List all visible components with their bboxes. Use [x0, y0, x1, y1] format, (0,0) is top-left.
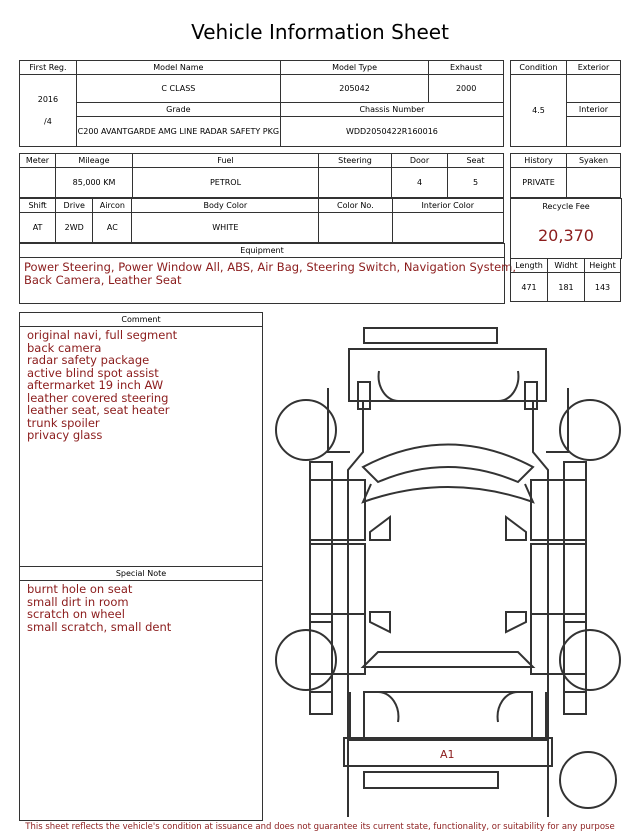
comment-box: [19, 312, 263, 567]
equipment-line-2: Back Camera, Leather Seat: [24, 272, 182, 287]
body-color-value: WHITE: [132, 213, 319, 243]
left-rear-corner-part: [350, 692, 364, 740]
history-label: History: [511, 154, 567, 168]
first-reg-month: /4: [44, 116, 52, 126]
shift-label: Shift: [20, 199, 56, 213]
exhaust-label: Exhaust: [429, 61, 504, 75]
special-note-item: burnt hole on seat: [27, 582, 133, 596]
comment-item: back camera: [27, 340, 102, 355]
right-rear-window-part: [506, 612, 526, 632]
model-name-label: Model Name: [76, 61, 280, 75]
recycle-fee-label: Recycle Fee: [542, 202, 590, 211]
footer-disclaimer: This sheet reflects the vehicle's condition at issuance and does not guarantee its current state, functionality, or suitability for any purpose: [25, 822, 615, 832]
syaken-label: Syaken: [567, 154, 621, 168]
meter-value: [20, 168, 56, 198]
chassis-number-label: Chassis Number: [280, 103, 503, 117]
left-front-door-part: [310, 480, 365, 540]
dimensions-table: [510, 258, 621, 302]
roof-front-part: [363, 484, 533, 502]
trunk-part: [364, 692, 532, 740]
equipment-box: [19, 243, 517, 304]
color-no-value: [319, 213, 392, 243]
rear-skirt-part: [364, 772, 498, 788]
left-front-arch: [328, 388, 350, 452]
spare-tire: [560, 752, 616, 808]
left-rear-wheel: [276, 630, 336, 690]
door-label: Door: [392, 154, 448, 168]
front-bumper-part: [364, 328, 497, 343]
interior-value: [567, 117, 621, 147]
length-label: Length: [511, 259, 548, 273]
model-name-value: C CLASS: [76, 75, 280, 103]
comment-item: leather seat, seat heater: [27, 403, 170, 417]
grade-value: C200 AVANTGARDE AMG LINE RADAR SAFETY PKG: [76, 117, 280, 147]
condition-label: Condition: [511, 61, 567, 75]
color-no-label: Color No.: [319, 199, 392, 213]
exhaust-value: 2000: [429, 75, 504, 103]
special-note-box: [19, 566, 263, 821]
left-headlight-part: [379, 371, 399, 401]
mileage-label: Mileage: [56, 154, 133, 168]
interior-color-label: Interior Color: [392, 199, 504, 213]
syaken-value: [567, 168, 621, 198]
special-note-label: Special Note: [20, 567, 262, 581]
exterior-value: [567, 75, 621, 103]
condition-table: [510, 60, 621, 147]
model-type-label: Model Type: [280, 61, 428, 75]
exterior-label: Exterior: [567, 61, 621, 75]
interior-color-value: [392, 213, 504, 243]
grade-label: Grade: [76, 103, 280, 117]
right-mirror-part: [525, 382, 537, 409]
meter-label: Meter: [20, 154, 56, 168]
left-center-panel-part: [310, 544, 365, 614]
comment-item: privacy glass: [27, 428, 103, 442]
page-title: Vehicle Information Sheet: [191, 20, 449, 44]
right-rear-panel-part: [564, 622, 586, 692]
left-taillight-part: [378, 692, 398, 722]
comment-item: aftermarket 19 inch AW: [27, 378, 164, 392]
drive-value: 2WD: [56, 213, 93, 243]
mileage-value: 85,000 KM: [56, 168, 133, 198]
door-value: 4: [392, 168, 448, 198]
right-headlight-part: [498, 371, 518, 401]
aircon-value: AC: [93, 213, 132, 243]
steering-label: Steering: [319, 154, 392, 168]
comment-item: trunk spoiler: [27, 415, 100, 430]
fuel-label: Fuel: [133, 154, 319, 168]
shift-value: AT: [20, 213, 56, 243]
left-front-window-part: [370, 517, 390, 540]
right-body-line: [533, 401, 548, 817]
right-rear-quarter-part: [564, 692, 586, 714]
comment-item: leather covered steering: [27, 390, 169, 405]
damage-mark-a1: A1: [440, 748, 455, 761]
recycle-fee-box: [510, 198, 622, 259]
comment-item: original navi, full segment: [27, 328, 178, 342]
left-front-fender-part: [310, 462, 332, 622]
right-front-fender-part: [564, 462, 586, 622]
history-value: PRIVATE: [511, 168, 567, 198]
right-front-door-part: [531, 480, 586, 540]
windshield-part: [363, 445, 533, 483]
comment-label: Comment: [20, 313, 262, 327]
height-label: Height: [585, 259, 621, 273]
right-center-panel-part: [531, 544, 586, 614]
info-table-top: [19, 60, 504, 147]
equipment-label: Equipment: [20, 244, 504, 258]
right-rear-wheel: [560, 630, 620, 690]
comment-item: active blind spot assist: [27, 365, 159, 380]
chassis-number-value: WDD2050422R160016: [280, 117, 503, 147]
right-front-arch: [546, 388, 568, 452]
equipment-value: [20, 258, 517, 287]
left-body-line: [348, 401, 363, 817]
left-rear-window-part: [370, 612, 390, 632]
left-rear-quarter-part: [310, 692, 332, 714]
rear-window-part: [363, 652, 533, 667]
first-reg-year: 2016: [37, 94, 59, 104]
right-front-window-part: [506, 517, 526, 540]
seat-value: 5: [448, 168, 504, 198]
first-reg-label: First Reg.: [20, 61, 77, 75]
special-note-item: scratch on wheel: [27, 607, 125, 621]
steering-value: [319, 168, 392, 198]
special-note-item: small dirt in room: [27, 594, 129, 609]
height-value: 143: [585, 273, 621, 302]
model-type-value: 205042: [280, 75, 428, 103]
width-value: 181: [548, 273, 585, 302]
body-color-label: Body Color: [132, 199, 319, 213]
right-taillight-part: [498, 692, 518, 722]
recycle-fee-value: 20,370: [538, 226, 594, 245]
seat-label: Seat: [448, 154, 504, 168]
left-rear-panel-part: [310, 622, 332, 692]
fuel-value: PETROL: [133, 168, 319, 198]
aircon-label: Aircon: [93, 199, 132, 213]
info-table-middle: [19, 153, 504, 198]
comment-list: [20, 327, 262, 442]
interior-label: Interior: [567, 103, 621, 117]
width-label: Widht: [548, 259, 585, 273]
comment-item: radar safety package: [27, 353, 150, 367]
car-damage-diagram: [268, 322, 628, 817]
right-rear-corner-part: [532, 692, 546, 740]
length-value: 471: [511, 273, 548, 302]
info-table-lower: [19, 198, 504, 243]
equipment-line-1: Power Steering, Power Window All, ABS, Air Bag, Steering Switch, Navigation System,: [24, 260, 517, 274]
special-note-list: [20, 581, 262, 633]
condition-value: 4.5: [511, 75, 567, 147]
special-note-item: small scratch, small dent: [27, 619, 172, 634]
history-table: [510, 153, 621, 198]
first-reg-value: [20, 75, 77, 147]
drive-label: Drive: [56, 199, 93, 213]
